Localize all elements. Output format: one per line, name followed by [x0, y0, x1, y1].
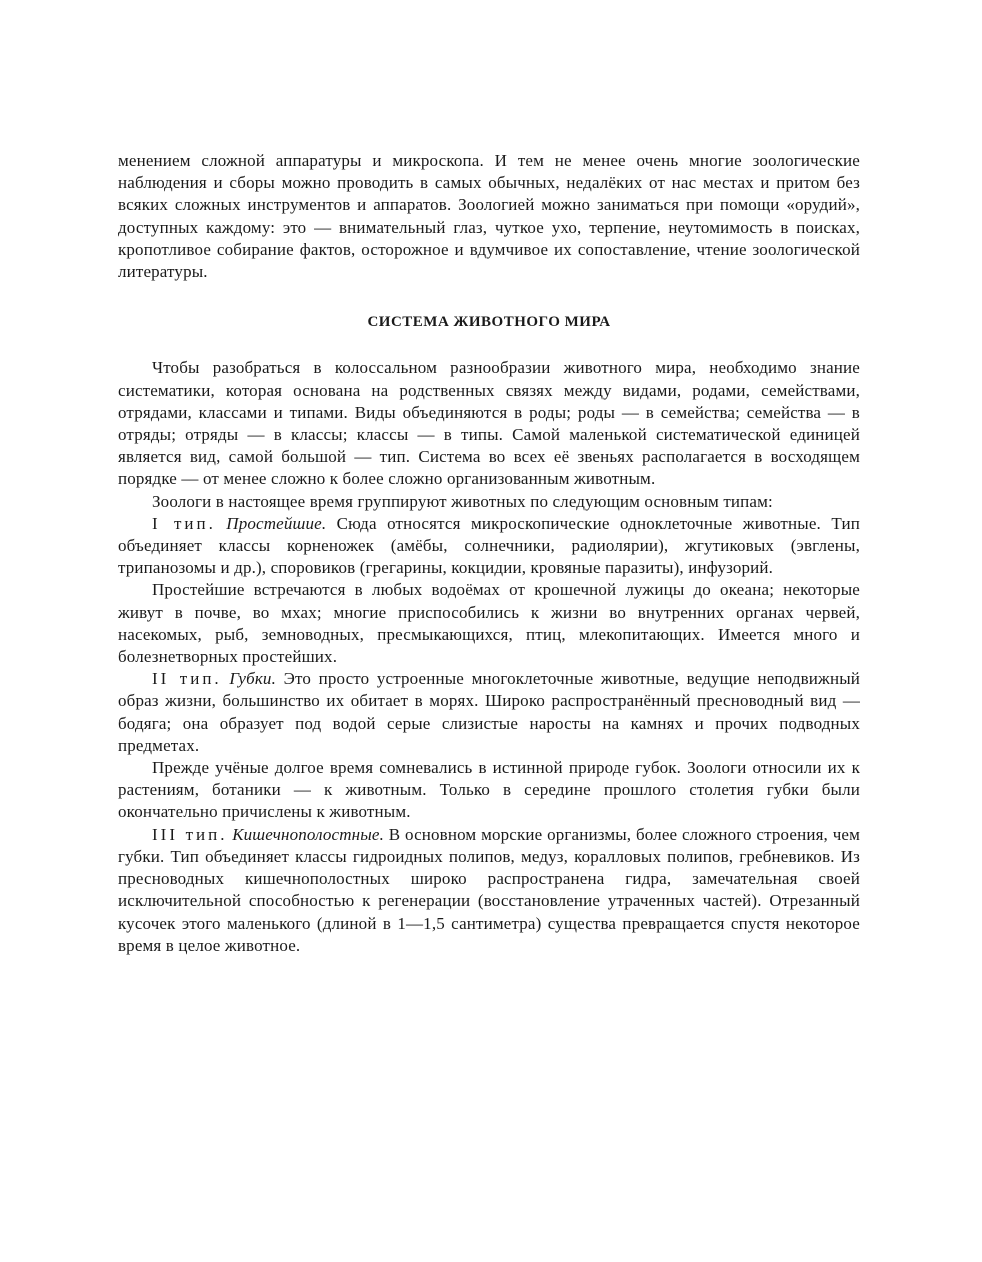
paragraph-main-types: Зоологи в настоящее время группируют животных по следующим основным типам:	[152, 491, 773, 511]
type-1-label: I тип.	[152, 513, 216, 533]
type-2-name: Губки.	[229, 669, 276, 689]
paragraph-type-3	[118, 824, 860, 957]
type-3-text: В основном морские организмы, более сложного строения, чем губки. Тип объединяет классы гидроидных полипов, медуз, коралловых полипов, гребневиков. Из пресноводных кишечнополостных широко распространена гидра, замечательная своей исключительной способностью к регенерации (восстановление утраченных частей). Отрезанный кусочек этого маленького (длиной в 1—1,5 сантиметра) существа превращается спустя некоторое время в целое животное.	[118, 824, 861, 955]
page-text	[118, 150, 860, 957]
type-3-name: Кишечнополостные.	[232, 824, 385, 844]
intro-paragraph: менением сложной аппаратуры и микроскопа. И тем не менее очень многие зоологические наблюдения и сборы можно проводить в самых обычных, недалёких от нас местах и притом без всяких сложных инструментов и аппаратов. Зоологией можно заниматься при помощи «орудий», доступных каждому: это — внимательный глаз, чуткое ухо, терпение, неутомимость в поисках, кропотливое собирание фактов, осторожное и вдумчивое их сопоставление, чтение зоологической литературы.	[118, 151, 860, 282]
type-2-text: Это просто устроенные многоклеточные животные, ведущие неподвижный образ жизни, большинство их обитает в морях. Широко распространённый пресноводный вид — бодяга; она образует под водой серые слизистые наросты на камнях и прочих подводных предметах.	[118, 669, 861, 755]
type-1-name: Простейшие.	[226, 513, 327, 533]
paragraph-sponges-history: Прежде учёные долгое время сомневались в истинной природе губок. Зоологи относили их к растениям, ботаники — к животным. Только в середине прошлого столетия губки были окончательно причислены к животным.	[118, 758, 860, 822]
paragraph-type-1	[118, 513, 860, 580]
paragraph-type-2	[118, 668, 860, 757]
type-1-text: Сюда относятся микроскопические одноклеточные животные. Тип объединяет классы корненожек (амёбы, солнечники, радиолярии), жгутиковых (эвглены, трипанозомы и др.), споровиков (грегарины, кокцидии, кровяные паразиты), инфузорий.	[118, 513, 860, 578]
type-2-label: II тип.	[152, 669, 222, 689]
paragraph-systematics: Чтобы разобраться в колоссальном разнообразии животного мира, необходимо знание систематики, которая основана на родственных связях между видами, родами, семействами, отрядами, классами и типами. Виды объединяются в роды; роды — в семейства; семейства — в отряды; отряды — в классы; классы — в типы. Самой маленькой систематической единицей является вид, самой большой — тип. Система во всех её звеньях располагается в восходящем порядке — от менее сложно к более сложно организованным животным.	[118, 358, 860, 489]
paragraph-protozoa-habitat: Простейшие встречаются в любых водоёмах от крошечной лужицы до океана; некоторые живут в почве, во мхах; многие приспособились к жизни во внутренних органах червей, насекомых, рыб, земноводных, пресмыкающихся, птиц, млекопитающих. Имеется много и болезнетворных простейших.	[118, 580, 860, 667]
type-3-label: III тип.	[152, 824, 228, 844]
section-heading: СИСТЕМА ЖИВОТНОГО МИРА	[367, 314, 611, 331]
